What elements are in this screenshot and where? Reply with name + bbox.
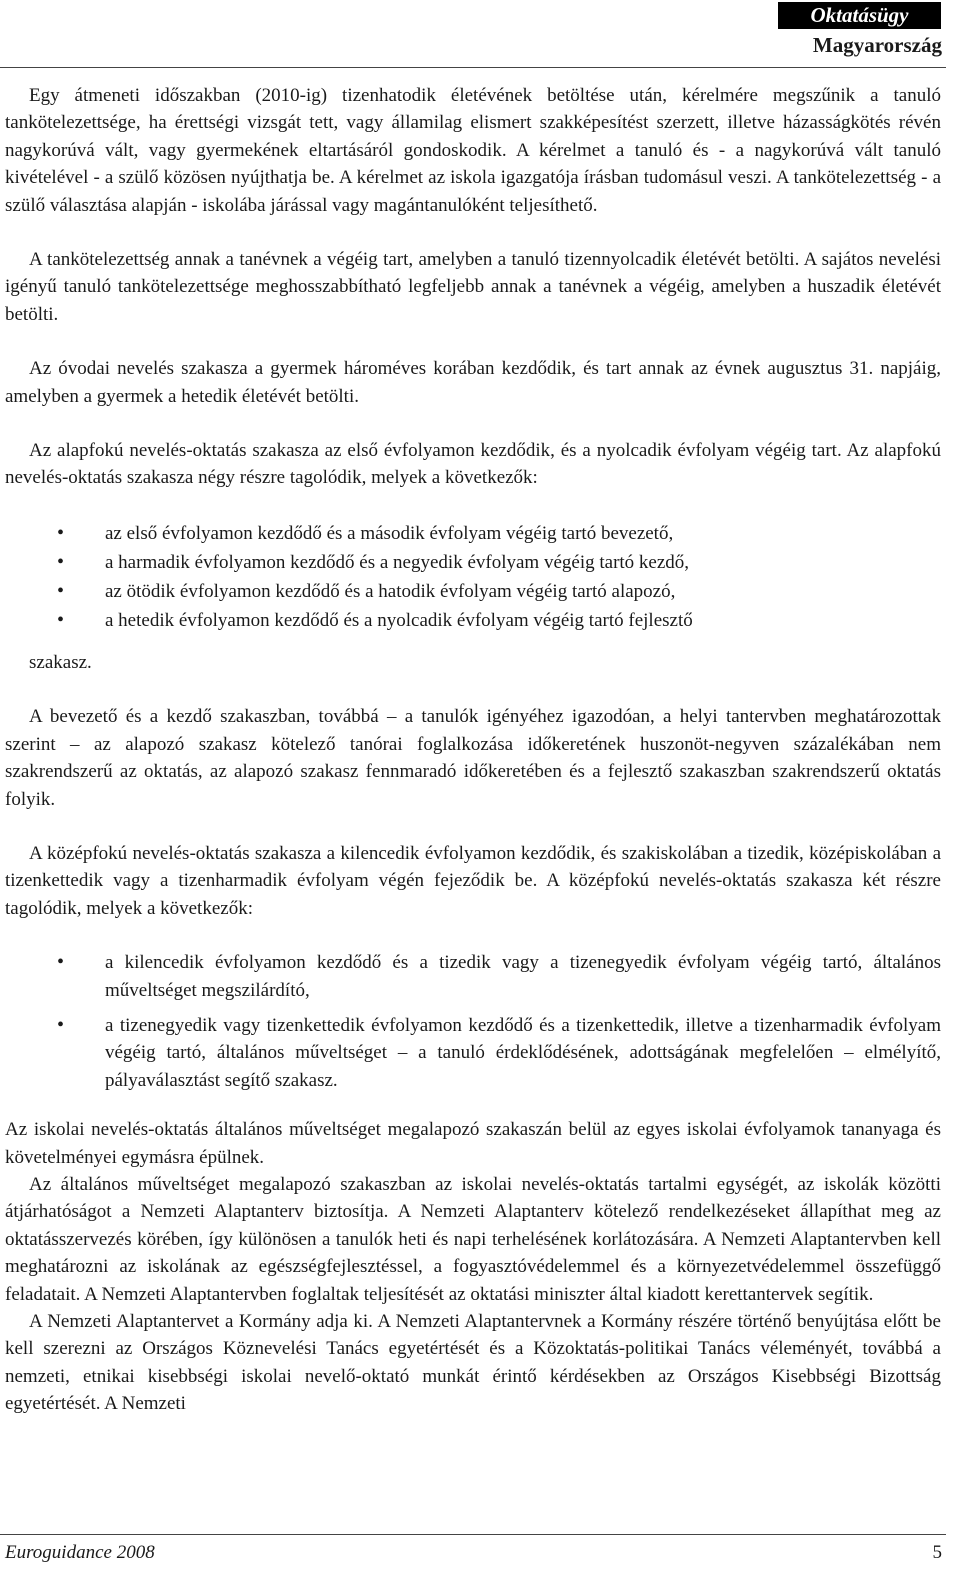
paragraph-compulsory-duration: A tankötelezettség annak a tanévnek a végéig tart, amelyben a tanuló tizennyolcadik életévét betölti. A sajátos nevelési igényű tanuló tankötelezettsége meghosszabbítható legfeljebb annak a tanévnek a végéig, amelyben a huszadik életévét betölti. bbox=[5, 249, 941, 325]
paragraph-curriculum: Az iskolai nevelés-oktatás általános műveltséget megalapozó szakaszán belül az egyes iskolai évfolyamok tananyaga és követelményei egymásra épülnek. bbox=[5, 1119, 941, 1168]
paragraph-preschool: Az óvodai nevelés szakasza a gyermek hároméves korában kezdődik, és tart annak az évnek augusztus 31. napjáig, amelyben a gyermek a hetedik életévét betölti. bbox=[5, 358, 941, 407]
header-brand: Oktatásügy bbox=[778, 2, 941, 29]
page-header bbox=[0, 0, 960, 70]
list-item: • a tizenegyedik vagy tizenkettedik évfolyamon kezdődő és a tizenkettedik, illetve a tizenharmadik évfolyam végéig tartó, általános műveltséget – a tanuló érdeklődésének, adottságának megfelelően – elmélyítő, pályaválasztást segítő szakasz. bbox=[5, 1012, 941, 1094]
list-item: • az első évfolyamon kezdődő és a második évfolyam végéig tartó bevezető, bbox=[5, 519, 941, 548]
list-item: • az ötödik évfolyamon kezdődő és a hatodik évfolyam végéig tartó alapozó, bbox=[5, 577, 941, 606]
paragraph-secondary-stage: A középfokú nevelés-oktatás szakasza a kilencedik évfolyamon kezdődik, és szakiskolában a tizedik, középiskolában a tizenkettedik vagy a tizenharmadik évfolyam végén fejeződik be. A középfokú nevelés-oktatás szakasza két részre tagolódik, melyek a következők: bbox=[5, 842, 941, 919]
page-number: 5 bbox=[932, 1542, 942, 1563]
footer-source: Euroguidance 2008 bbox=[5, 1542, 155, 1563]
paragraph-government: A Nemzeti Alaptantervet a Kormány adja ki. A Nemzeti Alaptantervnek a Kormány részére történő benyújtása előtt be kell szerezni az Országos Köznevelési Tanács egyetértését és a Közoktatás-politikai Tanács véleményét, továbbá a nemzeti, etnikai kisebbségi iskolai nevelő-oktató munkát érintő kérdésekben az Országos Kisebbségi Bizottság egyetértését. A Nemzeti bbox=[5, 1311, 941, 1415]
list-item: • a hetedik évfolyamon kezdődő és a nyolcadik évfolyam végéig tartó fejlesztő bbox=[5, 606, 941, 635]
footer-divider bbox=[0, 1534, 946, 1535]
primary-stage-list bbox=[5, 519, 941, 635]
document-body bbox=[5, 82, 941, 1418]
header-country: Magyarország bbox=[812, 33, 942, 57]
paragraph-transition-period: Egy átmeneti időszakban (2010-ig) tizenhatodik életévének betöltése után, kérelmére megszűnik a tanuló tankötelezettsége, ha érettségi vizsgát tett, vagy államilag elismert szakképesítést szerzett, illetve házasságkötés révén nagykorúvá vált, vagy gyermekének eltartásáról gondoskodik. A kérelmet a tanuló és - a nagykorúvá vált tanuló kivételével - a szülő közösen nyújthatja be. A kérelmet az iskola igazgatója írásban tudomásul veszi. A tankötelezettség - a szülő választása alapján - iskolába járással vagy magántanulóként teljesíthető. bbox=[5, 85, 941, 216]
paragraph-primary-stage: Az alapfokú nevelés-oktatás szakasza az első évfolyamon kezdődik, és a nyolcadik évfolyam végéig tart. Az alapfokú nevelés-oktatás szakasza négy részre tagolódik, melyek a következők: bbox=[5, 440, 941, 489]
list-item: • a harmadik évfolyamon kezdődő és a negyedik évfolyam végéig tartó kezdő, bbox=[5, 548, 941, 577]
secondary-stage-list bbox=[5, 949, 941, 1094]
paragraph-stage-details: A bevezető és a kezdő szakaszban, továbbá – a tanulók igényéhez igazodóan, a helyi tantervben meghatározottak szerint – az alapozó szakasz kötelező tanórai foglalkozása időkeretének huszonöt-negyven százalékában nem szakrendszerű az oktatás, az alapozó szakasz fennmaradó időkeretében és a fejlesztő szakaszban szakrendszerű oktatás folyik. bbox=[5, 706, 941, 810]
paragraph-national-core: Az általános műveltséget megalapozó szakaszban az iskolai nevelés-oktatás tartalmi egységét, az iskolák közötti átjárhatóságot a Nemzeti Alaptanterv biztosítja. A Nemzeti Alaptanterv kötelező rendelkezéseket állapíthat meg az oktatásszervezés körében, így különösen a tanulók heti és napi terhelésének korlátozására. A Nemzeti Alaptantervben kell meghatározni az iskolának az egészségfejlesztéssel, a fogyasztóvédelemmel és a környezetvédelemmel összefüggő feladatait. A Nemzeti Alaptantervben foglaltak teljesítését az oktatási miniszter által kiadott kerettantervek segítik. bbox=[5, 1173, 941, 1305]
list-item: • a kilencedik évfolyamon kezdődő és a tizedik vagy a tizenegyedik évfolyam végéig tartó, általános műveltséget megszilárdító, bbox=[5, 949, 941, 1004]
list-tail: szakasz. bbox=[29, 651, 92, 673]
header-divider bbox=[0, 67, 946, 68]
